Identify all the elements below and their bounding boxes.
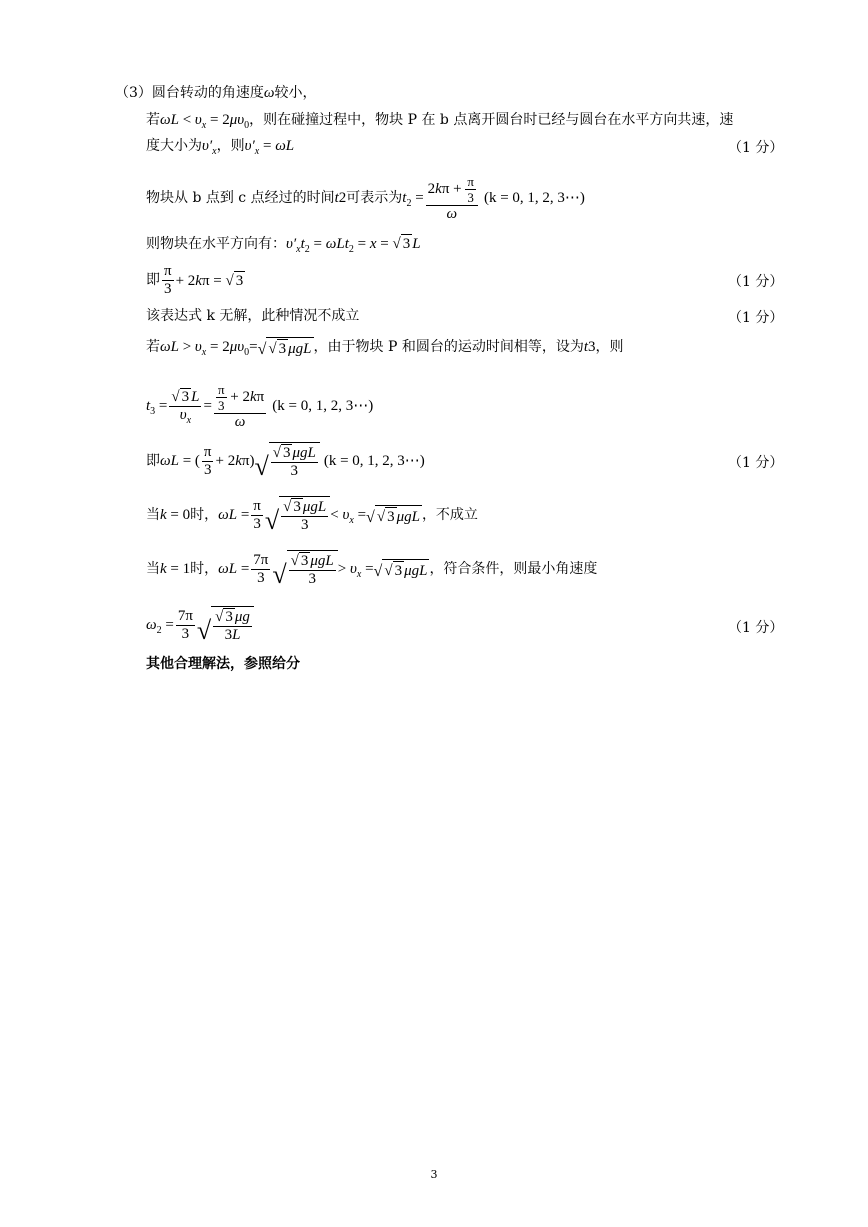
condition-low-omega: 若$\omega L < \upsilon_x = 2\mu\upsilon_0$，则在碰撞过程中，物块 P 在 b 点离开圆台时已经与圆台在水平方向共速，速 [146,112,734,131]
time-t3-line: $t_3$ = √ 3 L $\upsilon_x$ = $\frac{\pi}{3}$ + 2kπ ω (k = 0, 1, 2, 3⋯) [146,381,374,430]
equation-line-1: 即 $\frac{\pi}{3}$ + 2kπ = √ 3 [146,262,244,297]
inequality-formula: $\omega L < \upsilon_x = 2\mu\upsilon_0$ [160,112,250,131]
time-t2-line: 物块从 b 点到 c 点经过的时间 t 2 可表示为 $t_2$ = 2kπ + $\frac{\pi}{3}$ ω (k = 0, 1, 2, 3⋯) [146,173,585,222]
t2-fraction: 2kπ + $\frac{\pi}{3}$ ω [426,174,478,223]
case-k1-line: 当 k = 1 时， ωL = $\frac{7\pi}{3}$ √ √ 3 μgL 3 > $\upsilon_x$ = √ √ 3 μgL ，符合条件，则最小角速度 [146,551,598,589]
no-solution-line: 该表达式 k 无解，此种情况不成立 [146,308,360,324]
omega-l-line: 即 ωL = ( $\frac{\pi}{3}$ + 2kπ) √ √ 3 μgL 3 (k = 0, 1, 2, 3⋯) [146,443,425,481]
velocity-line: 度大小为$\upsilon'_x$，则$\upsilon'_x = \omega L$ [146,138,295,157]
condition-high-omega: 若 $\omega L > \upsilon_x = 2\mu\upsilon_0=$ √ √ 3 μgL ，由于物块 P 和圆台的运动时间相等，设为 t 3 ，则 [146,332,624,362]
part-3-heading: （3）圆台转动的角速度ω较小， [115,85,317,101]
score-label: （1 分） [728,274,784,290]
score-label: （1 分） [728,140,784,156]
t3-fraction: $\frac{\pi}{3}$ + 2kπ ω [214,382,266,431]
page-number: 3 [430,1168,438,1181]
score-label: （1 分） [728,620,784,636]
score-label: （1 分） [728,310,784,326]
score-label: （1 分） [728,455,784,471]
grading-note: 其他合理解法，参照给分 [146,656,300,672]
horizontal-eq-line: 则物块在水平方向有：$\upsilon'_xt_2 = \omega Lt_2 = x$ = √ 3 L [146,236,421,255]
case-k0-line: 当 k = 0 时， ωL = $\frac{\pi}{3}$ √ √ 3 μgL 3 < $\upsilon_x$ = √ √ 3 μgL ，不成立 [146,497,478,535]
min-omega-result: $\omega_2$ = $\frac{7\pi}{3}$ √ √ 3 μg 3L [146,604,254,646]
